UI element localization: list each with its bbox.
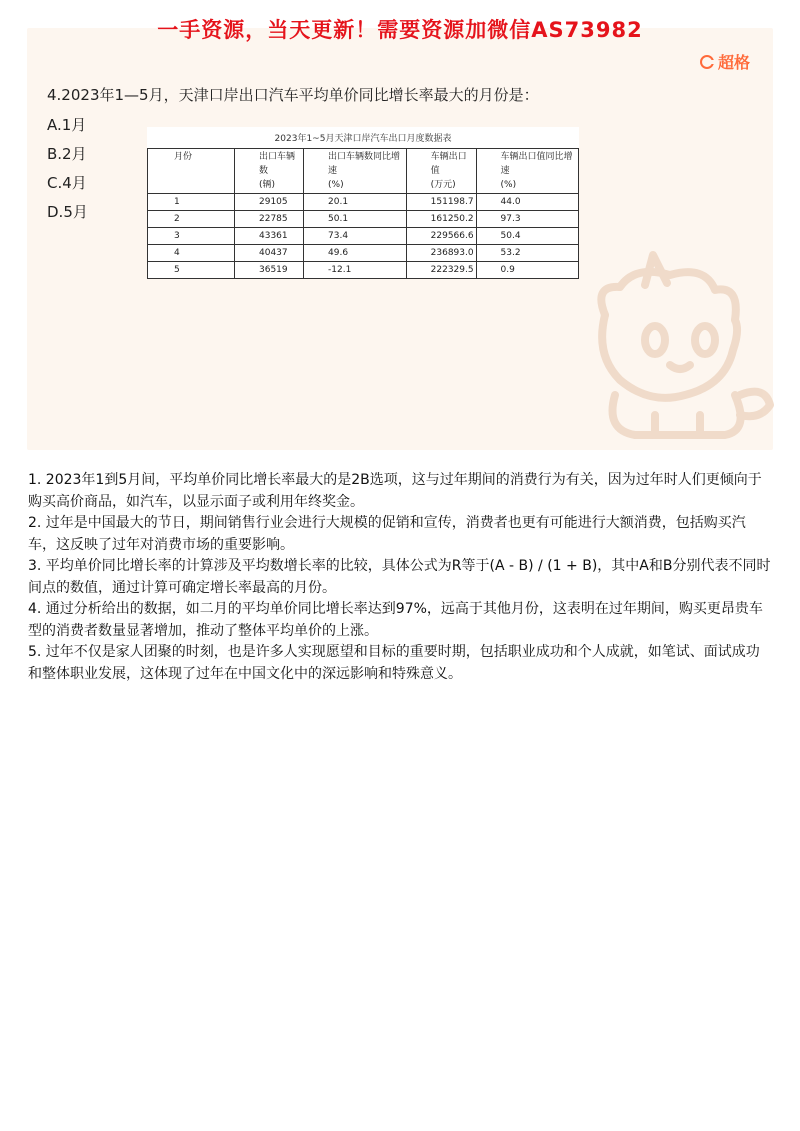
explanation-paragraph: 5. 过年不仅是家人团聚的时刻，也是许多人实现愿望和目标的重要时期，包括职业成功和个人成就，如笔试、面试成功和整体职业发展，这体现了过年在中国文化中的深远影响和特殊意义。 <box>28 644 760 682</box>
explanation-text <box>28 470 773 685</box>
question-stem: 4.2023年1—5月，天津口岸出口汽车平均单价同比增长率最大的月份是： <box>47 86 539 104</box>
header-vehicles: 出口车辆数 (辆) <box>235 149 304 194</box>
cell-vehicles-growth: -12.1 <box>304 262 407 279</box>
table-row <box>148 228 579 245</box>
mascot-watermark-icon <box>575 245 775 450</box>
header-month: 月份 <box>148 149 235 194</box>
cell-vehicles: 43361 <box>235 228 304 245</box>
explanation-paragraph: 1. 2023年1到5月间，平均单价同比增长率最大的是2B选项，这与过年期间的消费行为有关，因为过年时人们更倾向于购买高价商品，如汽车，以显示面子或利用年终奖金。 <box>28 472 762 510</box>
brand-g-icon <box>700 55 714 69</box>
data-table-figure <box>147 127 579 279</box>
option-c[interactable]: C.4月 <box>47 174 87 192</box>
cell-vehicles-growth: 20.1 <box>304 194 407 211</box>
table-row <box>148 194 579 211</box>
cell-value-growth: 53.2 <box>476 245 578 262</box>
brand-name: 超格 <box>717 53 750 72</box>
table-header-row <box>148 149 579 194</box>
option-list <box>47 114 88 230</box>
cell-month: 2 <box>148 211 235 228</box>
data-table <box>147 148 579 279</box>
option-b[interactable]: B.2月 <box>47 145 87 163</box>
option-d[interactable]: D.5月 <box>47 203 88 221</box>
table-row <box>148 245 579 262</box>
table-title: 2023年1~5月天津口岸汽车出口月度数据表 <box>147 127 579 148</box>
cell-vehicles-growth: 73.4 <box>304 228 407 245</box>
cell-export-value: 229566.6 <box>406 228 476 245</box>
option-a[interactable]: A.1月 <box>47 116 87 134</box>
header-vehicles-growth: 出口车辆数同比增速 (%) <box>304 149 407 194</box>
cell-value-growth: 44.0 <box>476 194 578 211</box>
cell-month: 1 <box>148 194 235 211</box>
brand-logo <box>700 50 750 73</box>
cell-vehicles: 36519 <box>235 262 304 279</box>
header-value-growth: 车辆出口值同比增速 (%) <box>476 149 578 194</box>
cell-month: 5 <box>148 262 235 279</box>
cell-vehicles-growth: 50.1 <box>304 211 407 228</box>
cell-vehicles: 29105 <box>235 194 304 211</box>
cell-export-value: 236893.0 <box>406 245 476 262</box>
cell-value-growth: 97.3 <box>476 211 578 228</box>
cell-value-growth: 50.4 <box>476 228 578 245</box>
cell-value-growth: 0.9 <box>476 262 578 279</box>
cell-vehicles-growth: 49.6 <box>304 245 407 262</box>
cell-vehicles: 40437 <box>235 245 304 262</box>
cell-export-value: 222329.5 <box>406 262 476 279</box>
table-row <box>148 211 579 228</box>
cell-export-value: 151198.7 <box>406 194 476 211</box>
cell-vehicles: 22785 <box>235 211 304 228</box>
explanation-paragraph: 4. 通过分析给出的数据，如二月的平均单价同比增长率达到97%，远高于其他月份，这表明在过年期间，购买更昂贵车型的消费者数量显著增加，推动了整体平均单价的上涨。 <box>28 601 763 639</box>
cell-month: 3 <box>148 228 235 245</box>
explanation-paragraph: 2. 过年是中国最大的节日，期间销售行业会进行大规模的促销和宣传，消费者也更有可能进行大额消费，包括购买汽车，这反映了过年对消费市场的重要影响。 <box>28 515 746 553</box>
table-row <box>148 262 579 279</box>
cell-export-value: 161250.2 <box>406 211 476 228</box>
cell-month: 4 <box>148 245 235 262</box>
watermark-banner: 一手资源，当天更新！需要资源加微信AS73982 <box>157 18 643 42</box>
explanation-paragraph: 3. 平均单价同比增长率的计算涉及平均数增长率的比较，具体公式为R等于(A - B) / (1 + B)，其中A和B分别代表不同时间点的数值，通过计算可确定增长率最高的月份。 <box>28 558 771 596</box>
header-export-value: 车辆出口值 (万元) <box>406 149 476 194</box>
